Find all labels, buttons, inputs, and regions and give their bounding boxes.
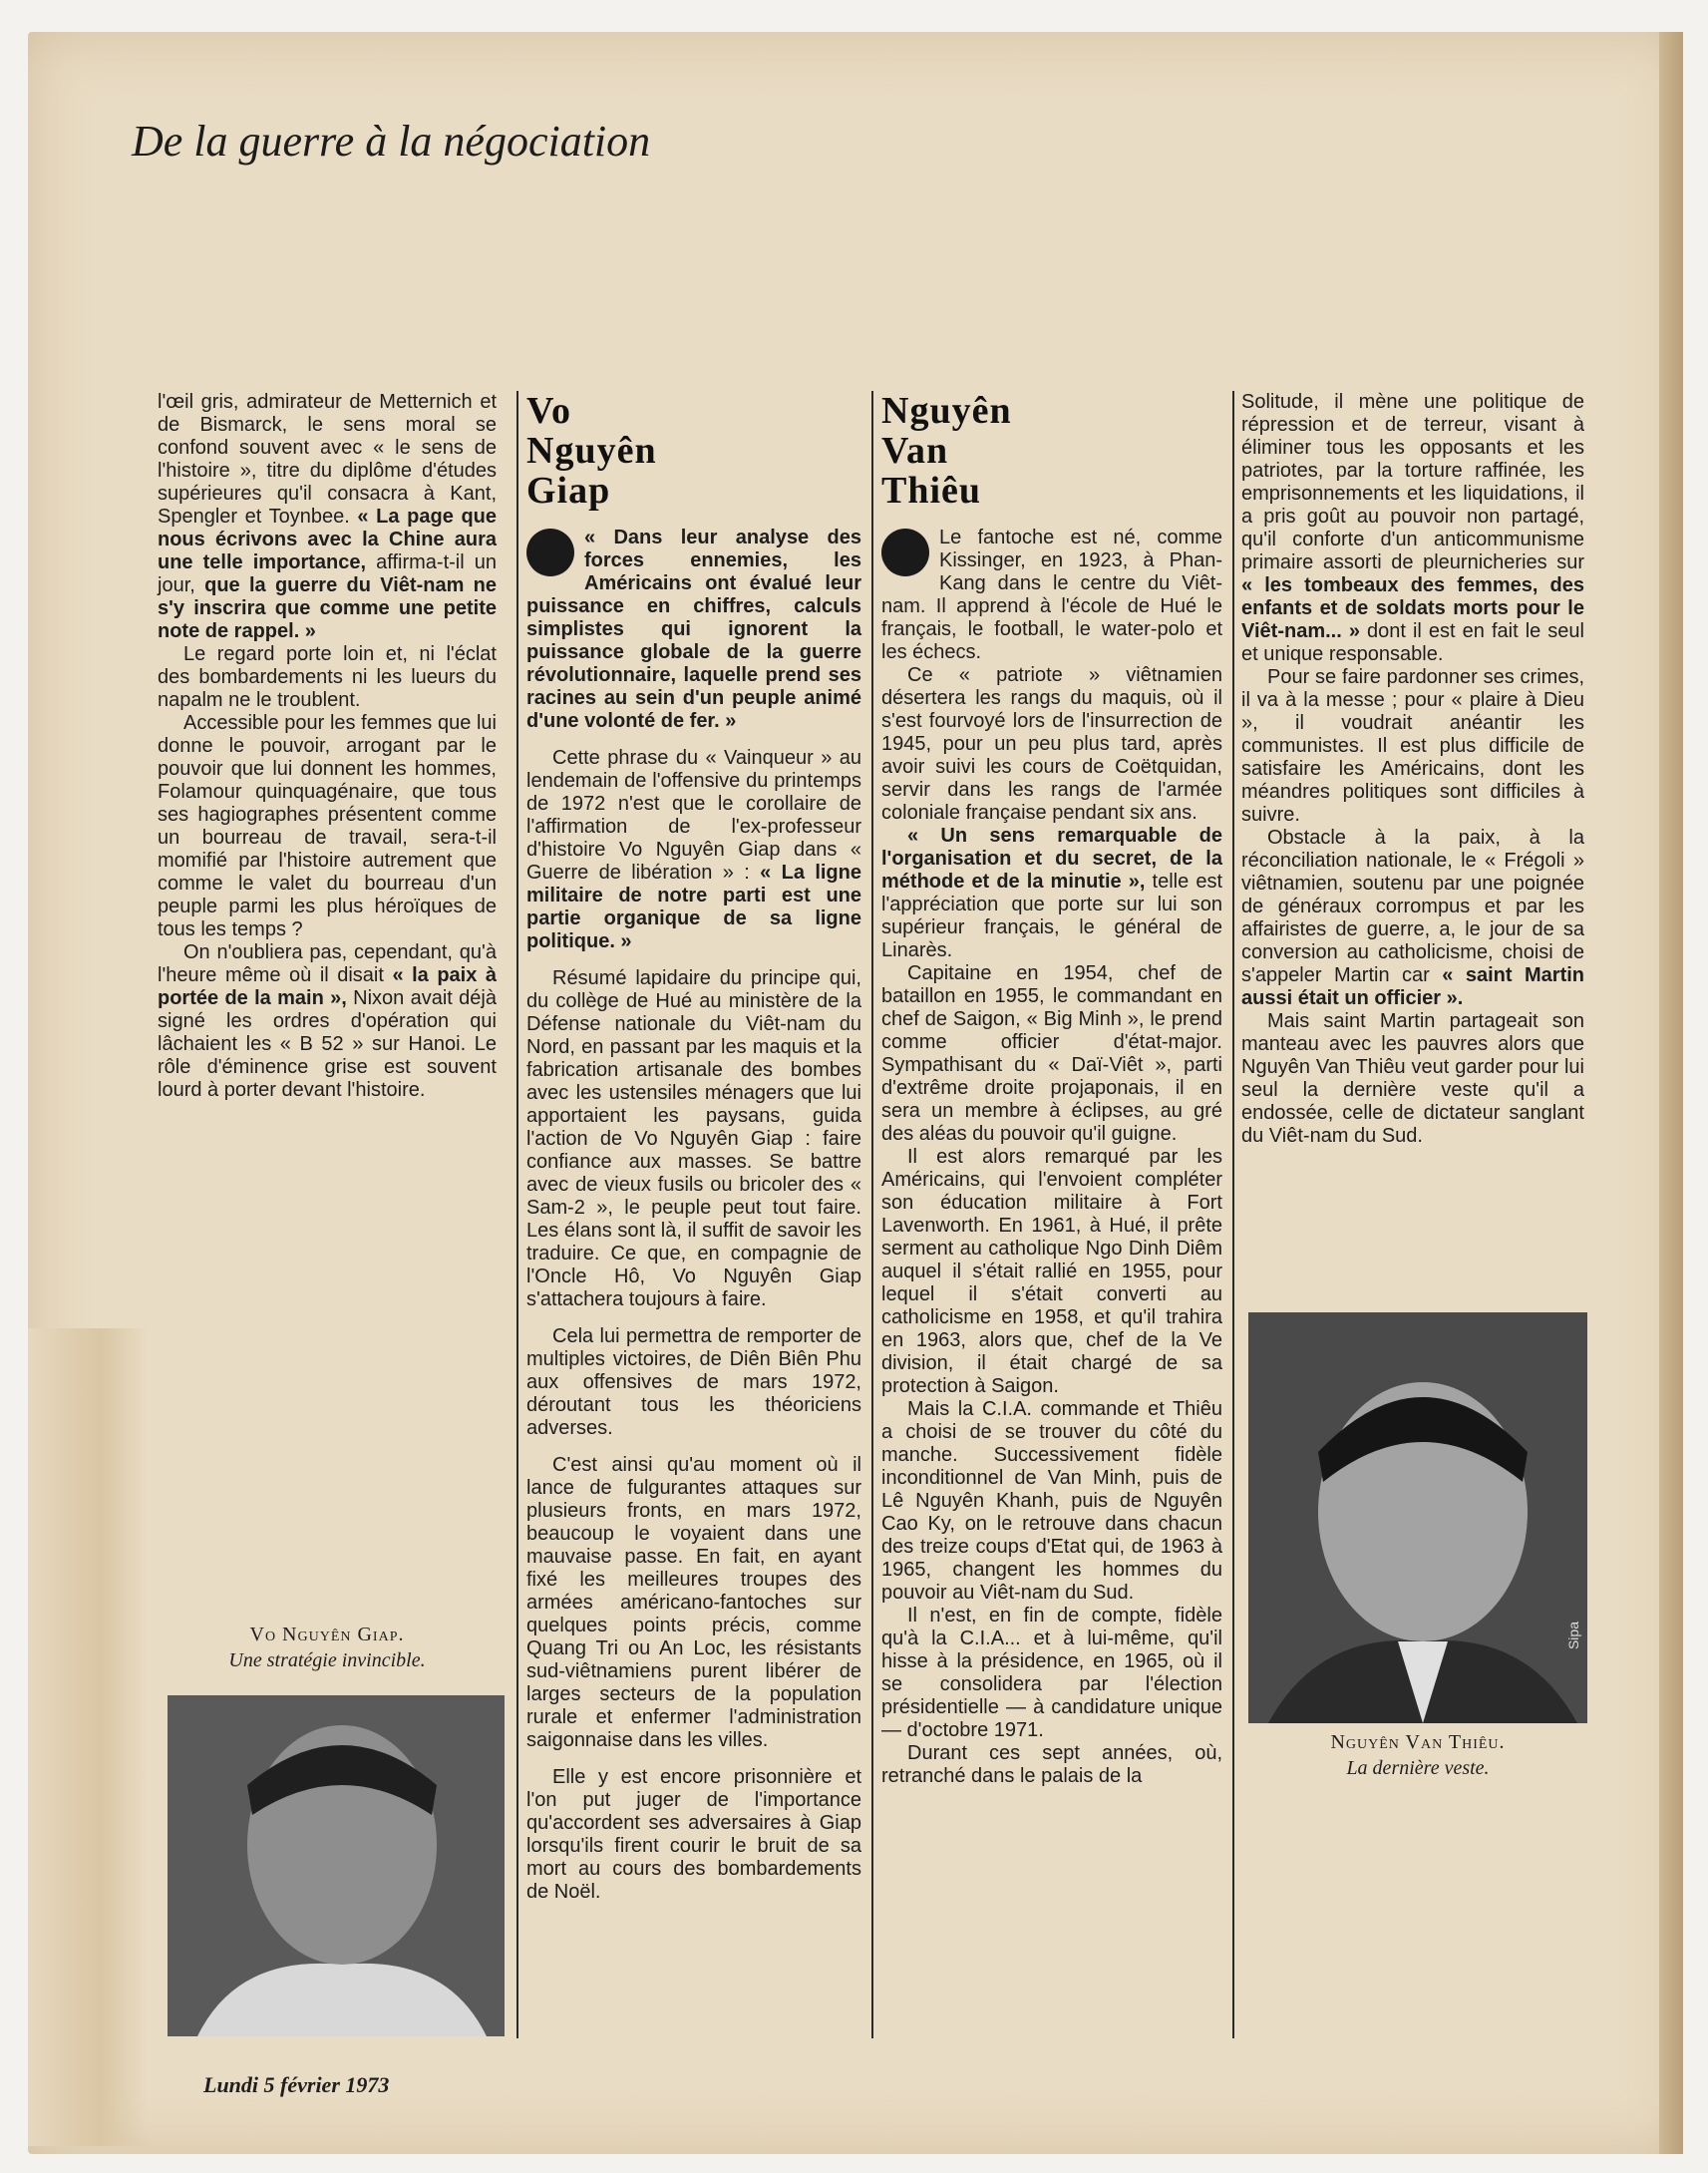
col3-paragraph-7: Il n'est, en fin de compte, fidèle qu'à la C.I.A... et à lui-même, qu'il hisse à la présidence, en 1965, où il se consolidera par l'élection présidentielle — à candidature unique — d'octobre 1971. — [881, 1605, 1222, 1741]
col3-paragraph-3: « Un sens remarquable de l'organisation et du secret, de la méthode et de la minutie », telle est l'appréciation que porte sur lui son supérieur français, le général de Linarès. — [881, 825, 1223, 961]
giap-lead: « Dans leur analyse des forces ennemies, les Américains ont évalué leur puissance en chiffres, calculs simplistes qui ignorent la puissance globale de la guerre révolutionnaire, laquelle prend ses racines au sein d'un peuple animé d'une volonté de fer. » — [526, 527, 861, 732]
thieu-heading: Nguyên Van Thiêu — [881, 390, 1012, 512]
bullet-icon — [881, 529, 929, 576]
bullet-icon — [526, 529, 574, 576]
column-thieu-continued — [1241, 391, 1584, 1148]
thieu-portrait-image — [1248, 1312, 1587, 1723]
photo-credit: Sipa — [1565, 1622, 1581, 1650]
col2-paragraph-2: Cette phrase du « Vainqueur » au lendemain de l'offensive du printemps de 1972 n'est que le corollaire de l'affirmation de l'ex-professeur d'histoire Vo Nguyên Giap dans « Guerre de libération » : « La ligne militaire de notre parti est une partie organique de sa ligne politique. » — [526, 747, 861, 952]
col1-paragraph-4: On n'oubliera pas, cependant, qu'à l'heure même où il disait « la paix à portée de la main », Nixon avait déjà signé les ordres d'opération qui lâchaient les « B 52 » sur Hanoi. Le rôle d'éminence grise est souvent lourd à porter devant l'histoire. — [158, 941, 497, 1101]
col4-paragraph-2: Pour se faire pardonner ses crimes, il va à la messe ; pour « plaire à Dieu », il voudrait anéantir les communistes. Il est plus difficile de satisfaire les Américains, dont les méandres politiques sont difficiles à suivre. — [1241, 666, 1584, 826]
col4-paragraph-3: Obstacle à la paix, à la réconciliation nationale, le « Frégoli » viêtnamien, soutenu par une poignée de généraux corrompus et par les affairistes de guerre, a, le jour de sa conversion au catholicisme, choisi de s'appeler Martin car « saint Martin aussi était un officier ». — [1241, 827, 1585, 1009]
thieu-lead: Le fantoche est né, comme Kissinger, en 1923, à Phan-Kang dans le centre du Viêt-nam. Il apprend à l'école de Hué le français, le football, le water-polo et les échecs. — [881, 527, 1222, 663]
col2-paragraph-6: Elle y est encore prisonnière et l'on put juger de l'importance qu'accordent ses adversaires à Giap lorsqu'ils firent courir le bruit de sa mort au cours des bombardements de Noël. — [526, 1766, 861, 1903]
thieu-caption-text: La dernière veste. — [1346, 1757, 1490, 1779]
col1-paragraph-2: Le regard porte loin et, ni l'éclat des bombardements ni les lueurs du napalm ne le troublent. — [158, 643, 497, 711]
torn-edge — [28, 1328, 148, 2146]
giap-caption-text: Une stratégie invincible. — [228, 1649, 426, 1671]
column-giap — [526, 391, 861, 1904]
page-spine — [1659, 32, 1683, 2154]
col3-paragraph-4: Capitaine en 1954, chef de bataillon en 1955, le commandant en chef de Saigon, « Big Minh », le prend comme officier d'état-major. Sympathisant du « Daï-Viêt », parti d'extrême droite projaponais, il en sera un membre à éclipses, au gré des aléas du pouvoir qu'il guigne. — [881, 962, 1222, 1145]
page-title: De la guerre à la négociation — [132, 117, 651, 166]
column-divider-2 — [871, 391, 873, 2038]
thieu-caption — [1248, 1729, 1587, 1781]
thieu-photo — [1248, 1312, 1587, 1723]
giap-heading: Vo Nguyên Giap — [526, 390, 657, 512]
col1-paragraph-1: l'œil gris, admirateur de Metternich et de Bismarck, le sens moral se confond souvent avec « le sens de l'histoire », titre du diplôme d'études supérieures qu'il consacra à Kant, Spengler et Toynbee. « La page que nous écrivons avec la Chine aura une telle importance, affirma-t-il un jour, que la guerre du Viêt-nam ne s'y inscrira que comme une petite note de rappel. » — [158, 391, 497, 642]
column-divider-1 — [516, 391, 518, 2038]
col2-paragraph-3: Résumé lapidaire du principe qui, du collège de Hué au ministère de la Défense nationale du Viêt-nam du Nord, en passant par les maquis et la fabrication artisanale des bombes avec les ustensiles ménagers que lui apportaient les paysans, guida l'action de Vo Nguyên Giap : faire confiance aux masses. Se battre avec de vieux fusils ou bricoler des « Sam-2 », le peuple peut tout faire. Les élans sont là, il suffit de savoir les traduire. Ce que, en compagnie de l'Oncle Hô, Vo Nguyên Giap s'attachera toujours à faire. — [526, 967, 861, 1310]
col2-paragraph-4: Cela lui permettra de remporter de multiples victoires, de Diên Biên Phu aux offensives de mars 1972, déroutant tous les théoriciens adverses. — [526, 1325, 861, 1439]
col3-paragraph-5: Il est alors remarqué par les Américains, qui l'envoient compléter son éducation militaire à Fort Lavenworth. En 1961, à Hué, il prête serment au catholique Ngo Dinh Diêm auquel il s'était rallié en 1955, pour lequel il s'était converti au catholicisme en 1958, et qu'il trahira en 1963, alors que, chef de la Ve division, il était chargé de sa protection à Saigon. — [881, 1146, 1222, 1397]
giap-portrait-image — [168, 1695, 505, 2036]
column-divider-3 — [1232, 391, 1234, 2038]
col2-paragraph-5: C'est ainsi qu'au moment où il lance de fulgurantes attaques sur plusieurs fronts, en mars 1972, beaucoup le voyaient dans une mauvaise passe. En fait, en ayant fixé les meilleures troupes des armées américano-fantoches sur quelques points précis, comme Quang Tri ou An Loc, les résistants sud-viêtnamiens purent libérer de larges secteurs de la population rurale et enfermer l'administration saigonnaise dans les villes. — [526, 1454, 861, 1751]
page-date: Lundi 5 février 1973 — [203, 2072, 390, 2097]
col3-paragraph-2: Ce « patriote » viêtnamien désertera les rangs du maquis, où il s'est fourvoyé lors de l'insurrection de 1945, pour un peu plus tard, après avoir suivi les cours de Coëtquidan, servir dans les rangs de l'armée coloniale française pendant six ans. — [881, 664, 1222, 824]
col4-paragraph-4: Mais saint Martin partageait son manteau avec les pauvres alors que Nguyên Van Thiêu veut garder pour lui seul la dernière veste qu'il a endossée, celle de dictateur sanglant du Viêt-nam du Sud. — [1241, 1010, 1584, 1147]
col4-paragraph-1: Solitude, il mène une politique de répression et de terreur, visant à éliminer tous les opposants et les patriotes, par la torture raffinée, les emprisonnements et les liquidations, il a pris goût au pouvoir non partagé, qu'il conforte d'un anticommunisme primaire assorti de pleurnicheries sur « les tombeaux des femmes, des enfants et de soldats morts pour le Viêt-nam... » dont il est en fait le seul et unique responsable. — [1241, 391, 1584, 665]
column-thieu — [881, 391, 1222, 1788]
column-kissinger — [158, 391, 497, 1102]
giap-caption-name: Vo Nguyên Giap. — [249, 1624, 405, 1645]
giap-caption — [158, 1622, 497, 1673]
col3-paragraph-6: Mais la C.I.A. commande et Thiêu a choisi de se trouver du côté du manche. Successivement fidèle inconditionnel de Van Minh, puis de Lê Nguyên Khanh, puis de Nguyên Cao Ky, on le retrouve dans chacun des treize coups d'Etat qui, de 1963 à 1965, changent les hommes du pouvoir au Viêt-nam du Sud. — [881, 1398, 1222, 1604]
thieu-caption-name: Nguyên Van Thiêu. — [1330, 1731, 1506, 1753]
col3-paragraph-8: Durant ces sept années, où, retranché dans le palais de la — [881, 1742, 1222, 1787]
col1-paragraph-3: Accessible pour les femmes que lui donne le pouvoir, arrogant par le pouvoir que lui donnent les hommes, Folamour quinquagénaire, que tous ses hagiographes présentent comme un bourreau de travail, sera-t-il momifié par l'histoire autrement que comme le valet du bourreau d'un peuple parmi les plus héroïques de tous les temps ? — [158, 712, 497, 940]
giap-photo — [168, 1695, 505, 2036]
